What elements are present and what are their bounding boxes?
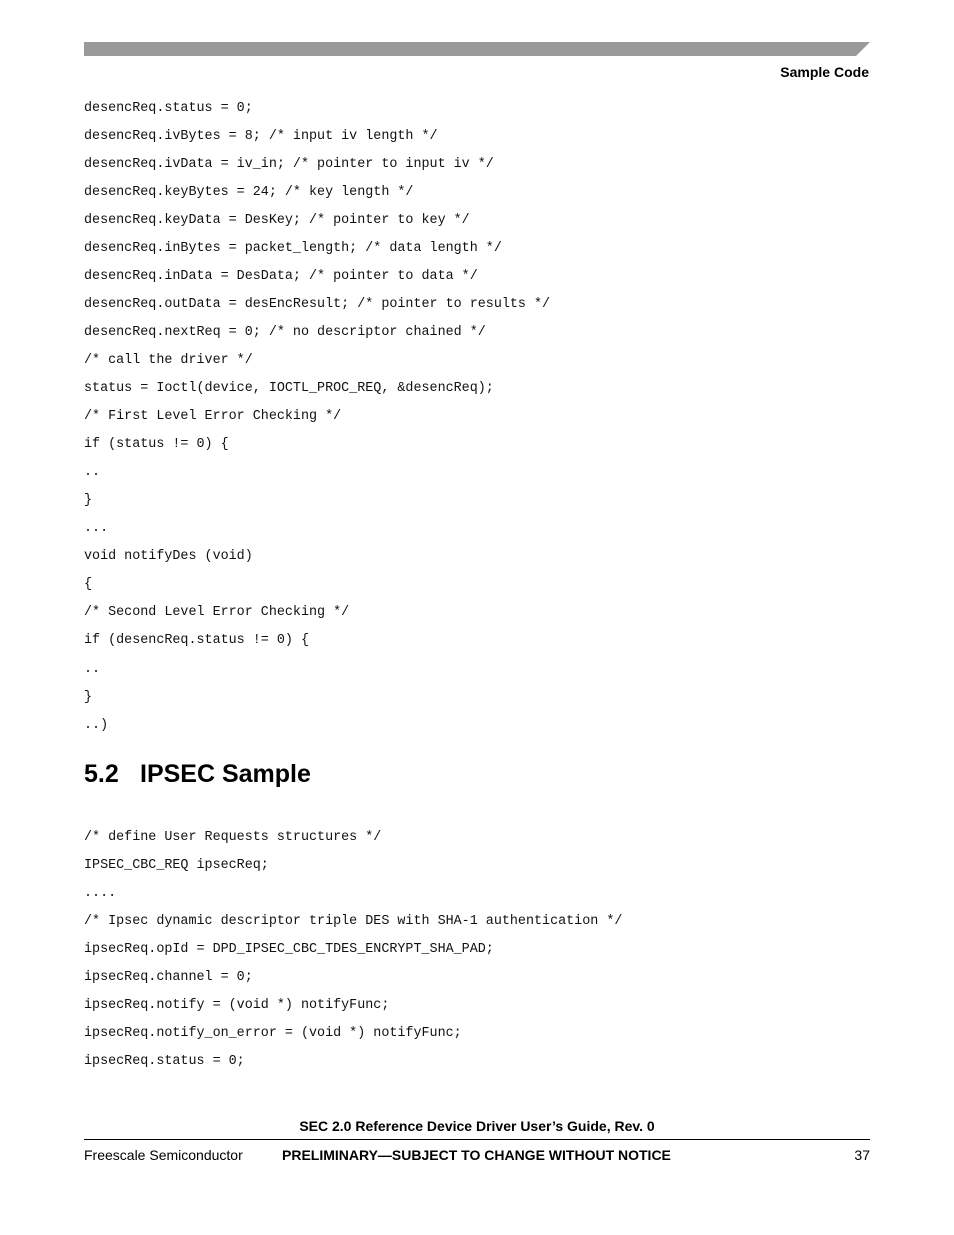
code-line: ipsecReq.opId = DPD_IPSEC_CBC_TDES_ENCRYPT_SHA_PAD; xyxy=(84,942,494,957)
code-line: .. xyxy=(84,465,101,480)
code-line: desencReq.ivData = iv_in; /* pointer to input iv */ xyxy=(84,157,494,172)
code-line: /* call the driver */ xyxy=(84,353,253,368)
code-line: void notifyDes (void) xyxy=(84,549,253,564)
section-title: IPSEC Sample xyxy=(140,760,311,788)
section-number: 5.2 xyxy=(84,760,119,788)
code-line: ... xyxy=(84,521,109,536)
code-line: ipsecReq.notify_on_error = (void *) notifyFunc; xyxy=(84,1026,462,1041)
code-line: ..) xyxy=(84,717,109,733)
footer-doc-title: SEC 2.0 Reference Device Driver User’s Guide, Rev. 0 xyxy=(299,1118,655,1134)
code-line: IPSEC_CBC_REQ ipsecReq; xyxy=(84,858,269,873)
code-line: if (desencReq.status != 0) { xyxy=(84,633,309,649)
code-line: ipsecReq.channel = 0; xyxy=(84,970,253,985)
footer-divider xyxy=(84,1139,870,1140)
code-line: /* Ipsec dynamic descriptor triple DES with SHA-1 authentication */ xyxy=(84,914,623,929)
code-line: /* Second Level Error Checking */ xyxy=(84,605,350,621)
code-line: desencReq.keyBytes = 24; /* key length */ xyxy=(84,185,414,200)
code-line: } xyxy=(84,689,93,705)
footer xyxy=(84,1146,870,1164)
footer-notice: PRELIMINARY—SUBJECT TO CHANGE WITHOUT NOTICE xyxy=(282,1147,671,1163)
header-bar-shape xyxy=(84,42,870,56)
code-line: desencReq.status = 0; xyxy=(84,101,253,116)
code-line: /* define User Requests structures */ xyxy=(84,830,382,845)
code-line: desencReq.inData = DesData; /* pointer to data */ xyxy=(84,269,478,284)
code-line: { xyxy=(84,577,93,592)
section-heading xyxy=(84,758,311,790)
code-line: status = Ioctl(device, IOCTL_PROC_REQ, &desencReq); xyxy=(84,381,494,396)
running-head: Sample Code xyxy=(780,64,869,80)
code-listing-des xyxy=(84,95,550,740)
code-line: desencReq.keyData = DesKey; /* pointer to key */ xyxy=(84,213,470,228)
code-line: ipsecReq.status = 0; xyxy=(84,1054,245,1069)
code-line: desencReq.outData = desEncResult; /* pointer to results */ xyxy=(84,297,551,312)
page-number: 37 xyxy=(854,1147,870,1163)
code-listing-ipsec xyxy=(84,824,622,1076)
code-line: .. xyxy=(84,661,101,677)
code-line: } xyxy=(84,493,93,508)
header-bar xyxy=(84,42,870,56)
footer-company: Freescale Semiconductor xyxy=(84,1147,243,1163)
code-line: if (status != 0) { xyxy=(84,437,229,452)
code-line: /* First Level Error Checking */ xyxy=(84,409,342,424)
code-line: .... xyxy=(84,886,117,901)
code-line: desencReq.inBytes = packet_length; /* data length */ xyxy=(84,241,502,256)
code-line: desencReq.nextReq = 0; /* no descriptor chained */ xyxy=(84,325,486,340)
code-line: ipsecReq.notify = (void *) notifyFunc; xyxy=(84,998,390,1013)
code-line: desencReq.ivBytes = 8; /* input iv length */ xyxy=(84,129,438,144)
